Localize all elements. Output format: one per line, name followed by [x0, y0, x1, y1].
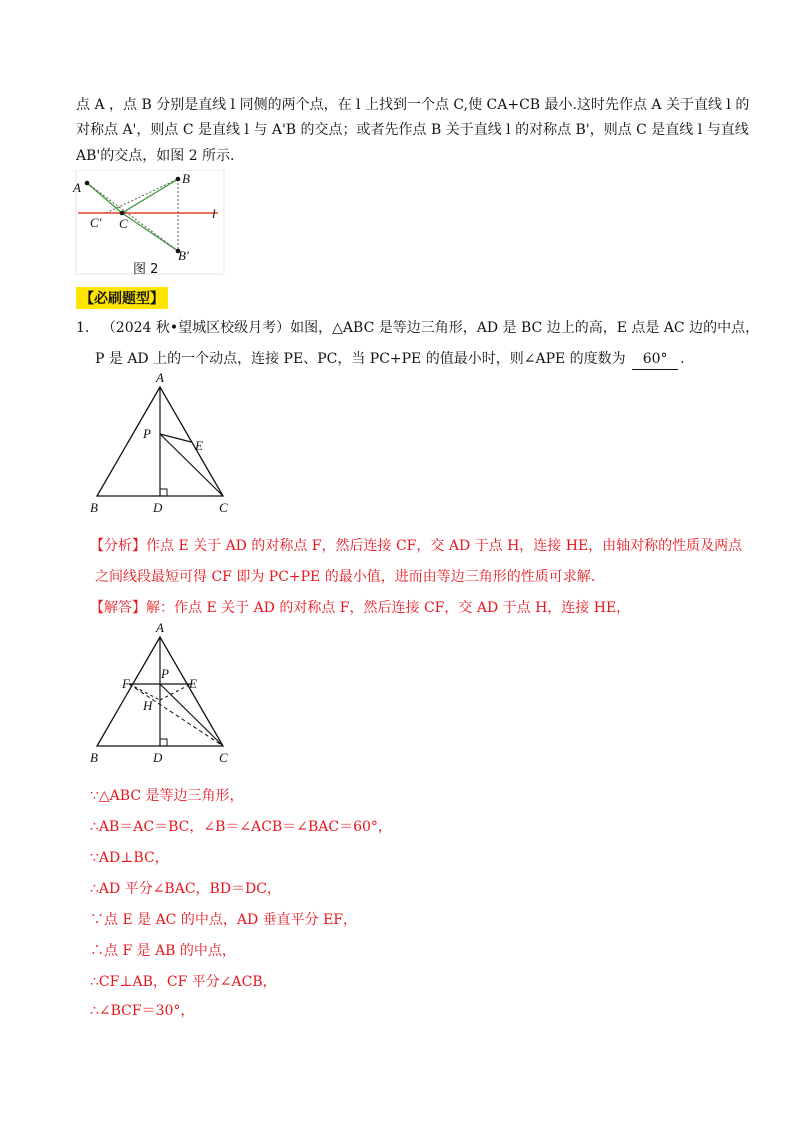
- label-B: B: [182, 171, 190, 186]
- problem-figure-diagram: [85, 372, 245, 520]
- label-B-prime: B': [178, 248, 189, 263]
- problem-number: 1.: [76, 320, 90, 336]
- solution-figure-diagram: [85, 622, 245, 770]
- analysis-line-1: 【分析】作点 E 关于 AD 的对称点 F，然后连接 CF，交 AD 于点 H，连接 HE，由轴对称的性质及两点: [90, 538, 743, 554]
- label-E: E: [195, 438, 203, 453]
- label-D: D: [153, 750, 163, 765]
- analysis-line-2: 之间线段最短可得 CF 即为 PC+PE 的最小值，进而由等边三角形的性质可求解.: [95, 569, 596, 585]
- solution-step-4: ∴AD 平分∠BAC，BD＝DC，: [90, 881, 281, 897]
- solution-step-6: ∴点 F 是 AB 的中点，: [90, 943, 236, 959]
- problem-figure: [85, 372, 245, 520]
- solution-step-3: ∵AD⊥BC，: [90, 850, 169, 866]
- intro-line-1: 点 A ，点 B 分别是直线 l 同侧的两个点，在 l 上找到一个点 C,使 CA+CB 最小.这时先作点 A 关于直线 l 的: [76, 97, 750, 113]
- label-A: A: [73, 180, 81, 195]
- label-F: F: [122, 676, 130, 691]
- label-l: l: [212, 206, 216, 221]
- figure-2: [70, 170, 230, 275]
- solution-step-5: ∵点 E 是 AC 的中点，AD 垂直平分 EF，: [90, 912, 358, 928]
- label-P: P: [161, 666, 169, 681]
- solution-step-2: ∴AB＝AC＝BC，∠B＝∠ACB＝∠BAC＝60°，: [90, 819, 392, 835]
- label-B: B: [90, 750, 98, 765]
- problem-source: （2024 秋•望城区校级月考）: [101, 320, 291, 336]
- point-A: [85, 181, 90, 186]
- intro-line-3: AB'的交点，如图 2 所示.: [76, 148, 235, 164]
- point-C: [120, 211, 125, 216]
- label-B: B: [90, 500, 98, 515]
- right-angle-mark: [160, 739, 167, 746]
- dashed-CF: [129, 684, 223, 746]
- solution-step-8: ∴∠BCF＝30°，: [90, 1003, 195, 1019]
- section-tag: 【必刷题型】: [76, 287, 168, 309]
- figure-2-caption: 图 2: [133, 262, 159, 277]
- segment-PC: [160, 684, 223, 746]
- problem-line-1: [76, 318, 759, 338]
- label-C: C: [119, 216, 128, 231]
- dashed-HE: [160, 684, 191, 700]
- label-A: A: [156, 620, 164, 635]
- solution-step-1: ∵△ABC 是等边三角形，: [90, 788, 244, 804]
- label-A: A: [156, 370, 164, 385]
- segment-PC: [160, 434, 223, 496]
- label-C: C: [219, 750, 228, 765]
- point-B: [176, 177, 181, 182]
- right-angle-mark: [160, 489, 167, 496]
- label-C-prime: C': [90, 215, 102, 230]
- problem-text-2: P 是 AD 上的一个动点，连接 PE、PC，当 PC+PE 的值最小时，则∠APE 的度数为: [95, 351, 626, 367]
- problem-text-2-end: .: [680, 351, 685, 367]
- answer-blank: 60°: [632, 349, 678, 370]
- intro-line-2: 对称点 A'，则点 C 是直线 l 与 A'B 的交点；或者先作点 B 关于直线 l 的对称点 B'，则点 C 是直线 l 与直线: [76, 122, 749, 138]
- label-D: D: [153, 500, 163, 515]
- problem-line-2: [95, 349, 685, 370]
- label-C: C: [219, 500, 228, 515]
- solution-figure: [85, 622, 245, 770]
- label-H: H: [143, 698, 153, 713]
- problem-text-1: 如图，△ABC 是等边三角形，AD 是 BC 边上的高，E 点是 AC 边的中点，: [290, 320, 760, 336]
- solution-step-7: ∴CF⊥AB，CF 平分∠ACB，: [90, 974, 277, 990]
- label-P: P: [143, 426, 151, 441]
- label-E: E: [189, 676, 197, 691]
- solution-intro: 【解答】解：作点 E 关于 AD 的对称点 F，然后连接 CF，交 AD 于点 H，连接 HE，: [90, 600, 631, 616]
